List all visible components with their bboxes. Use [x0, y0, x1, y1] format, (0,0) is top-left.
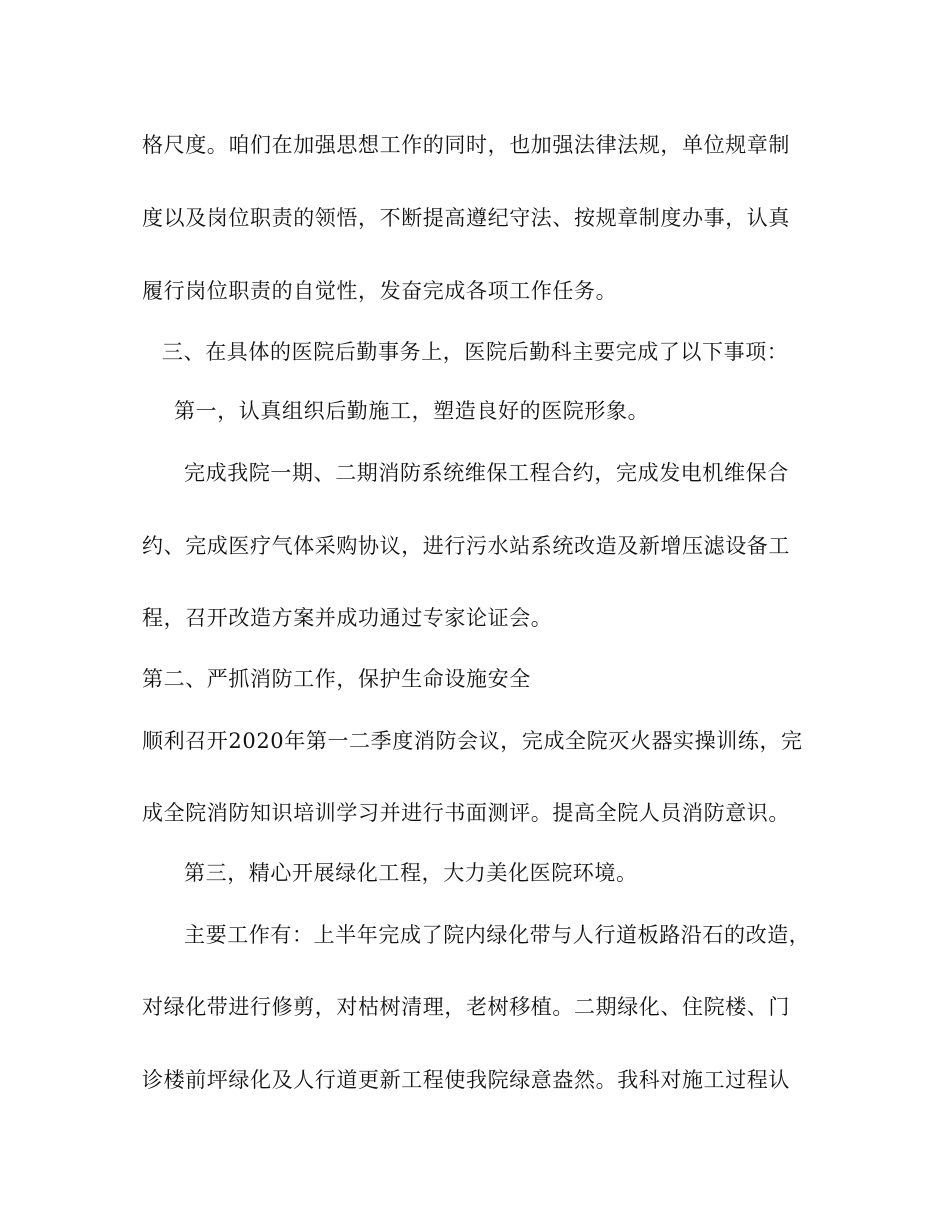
- body-text-line: 对绿化带进行修剪，对枯树清理，老树移植。二期绿化、住院楼、门: [142, 995, 790, 1019]
- body-text-line: 完成我院一期、二期消防系统维保工程合约，完成发电机维保合: [184, 461, 789, 485]
- body-text-line: 履行岗位职责的自觉性，发奋完成各项工作任务。: [142, 279, 618, 303]
- subsection-heading: 第一，认真组织后勤施工，塑造良好的医院形象。: [174, 399, 650, 423]
- body-text-line: 约、完成医疗气体采购协议，进行污水站系统改造及新增压滤设备工: [142, 534, 790, 558]
- body-text-line: 顺利召开2020年第一二季度消防会议，完成全院灭火器实操训练，完: [142, 729, 803, 753]
- body-text-line: 格尺度。咱们在加强思想工作的同时，也加强法律法规，单位规章制: [142, 133, 790, 157]
- body-text-line: 度以及岗位职责的领悟，不断提高遵纪守法、按规章制度办事，认真: [142, 206, 790, 230]
- section-heading: 三、在具体的医院后勤事务上，医院后勤科主要完成了以下事项：: [162, 340, 789, 364]
- subsection-heading: 第三，精心开展绿化工程，大力美化医院环境。: [184, 861, 638, 885]
- subsection-heading: 第二、严抓消防工作，保护生命设施安全: [142, 667, 531, 691]
- body-text-line: 主要工作有：上半年完成了院内绿化带与人行道板路沿石的改造，: [184, 923, 811, 947]
- body-text-line: 诊楼前坪绿化及人行道更新工程使我院绿意盎然。我科对施工过程认: [142, 1068, 790, 1092]
- body-text-line: 成全院消防知识培训学习并进行书面测评。提高全院人员消防意识。: [142, 801, 790, 825]
- body-text-line: 程，召开改造方案并成功通过专家论证会。: [142, 606, 553, 630]
